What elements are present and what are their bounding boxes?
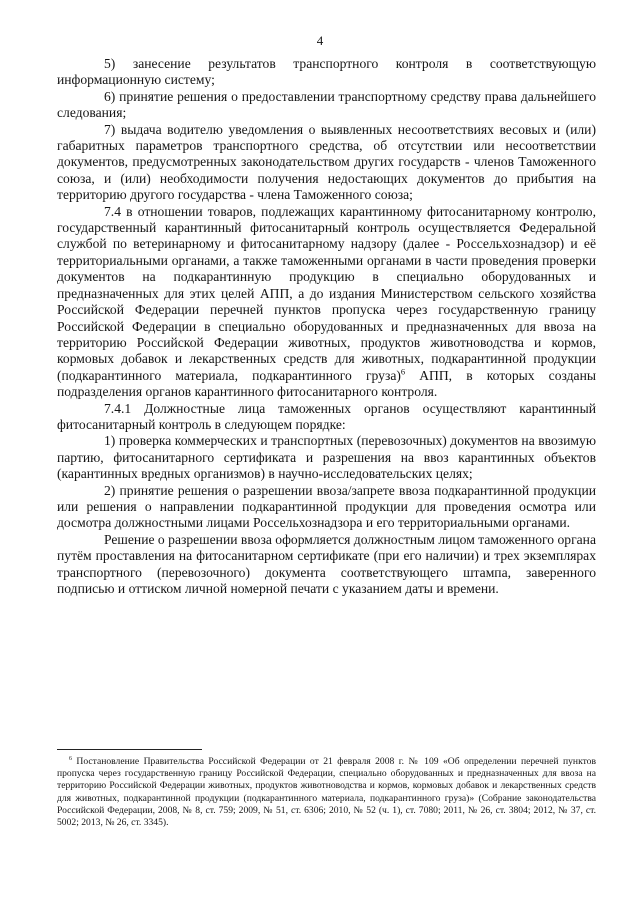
footnotes xyxy=(57,756,596,829)
footnote-divider xyxy=(57,749,202,750)
paragraph-7-4 xyxy=(57,204,596,401)
paragraph-7-4-text-end: АПП, в которых созданы подразделения органов карантинного фитосанитарного контроля. xyxy=(57,367,596,400)
paragraph-decision: Решение о разрешении ввоза оформляется должностным лицом таможенного органа путём проставления на фитосанитарном сертификате (при его наличии) и трех экземплярах транспортного (перевозочного) документа соответствующего штампа, заверенного подписью и оттиском личной номерной печати с указанием даты и времени. xyxy=(57,531,596,596)
paragraph-step-1: 1) проверка коммерческих и транспортных (перевозочных) документов на ввозимую партию, фитосанитарного сертификата и разрешения на ввоз карантинных объектов (карантинных вредных организмов) в научно-исследовательских целях; xyxy=(57,433,596,482)
paragraph-step-2: 2) принятие решения о разрешении ввоза/запрете ввоза подкарантинной продукции или решения о направлении подкарантинной продукции для проведения осмотра или досмотра должностными лицами Россельхознадзора и его территориальными органами. xyxy=(57,482,596,531)
footnote-reference[interactable]: 6 xyxy=(400,366,406,377)
paragraph-7-4-text: 7.4 в отношении товаров, подлежащих карантинному фитосанитарному контролю, государственный карантинный фитосанитарный контроль осуществляется Федеральной службой по ветеринарному и фитосанитарному надзору (далее - Россельхознадзор) и её территориальными органами, а также таможенными органами в части проведения проверки документов на подкарантинную продукцию в специально оборудованных и предназначенных для этих целей АПП, а до издания Министерством сельского хозяйства Российской Федерации перечней пунктов пропуска через государственную границу Российской Федерации в специально оборудованных и предназначенных для ввоза на территорию Российской Федерации животных, продуктов животноводства и кормов, кормовых добавок и лекарственных средств для животных, подкарантинной продукции (подкарантинного материала, подкарантинного груза) xyxy=(57,203,596,383)
footnote-6 xyxy=(57,756,596,829)
paragraph-item-7: 7) выдача водителю уведомления о выявленных несоответствиях весовых и (или) габаритных параметров транспортного средства, об отсутствии или несоответствии документов, предусмотренных законодательством других государств - членов Таможенного союза, и (или) необходимости получения недостающих документов до прибытия на территорию другого государства - члена Таможенного союза; xyxy=(57,121,596,203)
paragraph-item-6: 6) принятие решения о предоставлении транспортному средству права дальнейшего следования; xyxy=(57,88,596,121)
footnote-marker: 6 xyxy=(69,755,72,762)
page-number: 4 xyxy=(316,33,324,48)
body-text xyxy=(57,56,596,597)
footnote-text: Постановление Правительства Российской Федерации от 21 февраля 2008 г. № 109 «Об определении перечней пунктов пропуска через государственную границу Российской Федерации, специально оборудованных и предназначенных для ввоза на территорию Российской Федерации животных, продуктов животноводства и кормов, кормовых добавок и лекарственных средств для животных, подкарантинной продукции (подкарантинного материала, подкарантинного груза)» (Собрание законодательства Российской Федерации, 2008, № 8, ст. 759; 2009, № 51, ст. 6306; 2010, № 52 (ч. 1), ст. 7080; 2011, № 26, ст. 3804; 2012, № 37, ст. 5002; 2013, № 26, ст. 3345). xyxy=(57,756,596,829)
paragraph-7-4-1: 7.4.1 Должностные лица таможенных органов осуществляют карантинный фитосанитарный контроль в следующем порядке: xyxy=(57,400,596,432)
paragraph-item-5: 5) занесение результатов транспортного контроля в соответствующую информационную систему; xyxy=(57,56,596,88)
